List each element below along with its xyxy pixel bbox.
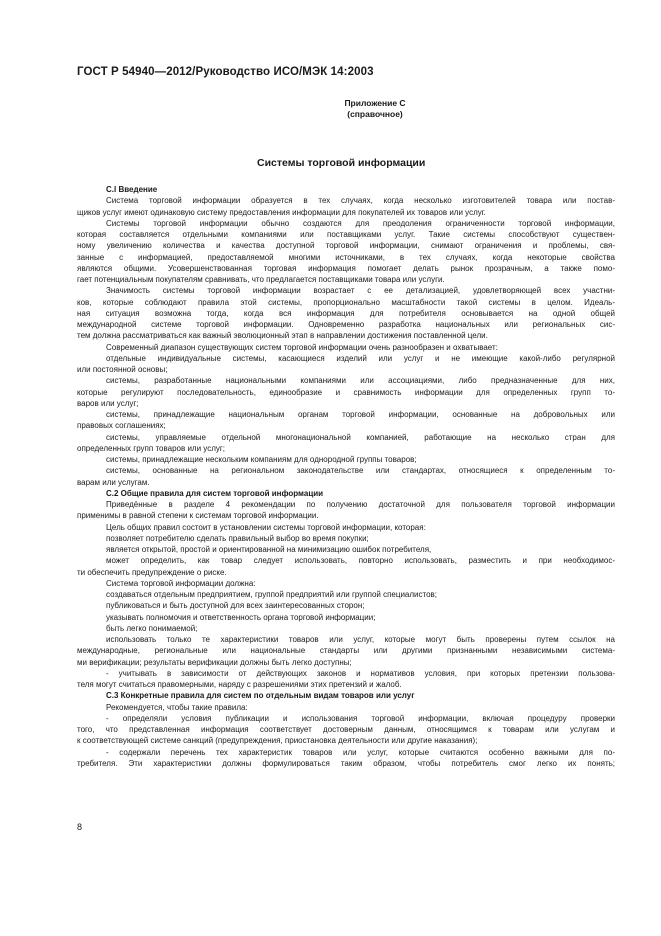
text-line: системы, принадлежащие нескольким компаниям для однородной группы товаров;	[106, 455, 417, 464]
text-line: позволяет потребителю сделать правильный выбор во время покупки;	[106, 533, 369, 543]
text-line: является открытой, простой и ориентированной на минимизацию ошибок потребителя,	[106, 545, 432, 554]
text-line: которые регулируют последовательность, единообразие и сравнимость информации для определенных групп то-	[77, 387, 615, 397]
text-line: теля могут считаться правомерными, наряду с разрешениями этих претензий и жалоб.	[77, 680, 402, 689]
text-line: Современный диапазон существующих систем торговой информации очень разнообразен и охватывает:	[106, 342, 498, 352]
text-line: тем должна рассматриваться как важный эволюционный этап в направлении достижения поставленной цели.	[77, 331, 488, 341]
text-line: публиковаться и быть доступной для всех заинтересованных сторон;	[106, 601, 365, 611]
page-title: Системы торговой информации	[257, 157, 426, 169]
text-line: или постоянной основы;	[77, 365, 168, 374]
text-line: ти обеспечить предупреждение о риске.	[77, 567, 227, 577]
text-line: ная ситуация возможна тогда, когда вся информация для потребителя основывается на одной общей	[77, 308, 615, 318]
section-heading: С.2 Общие правила для систем торговой информации	[106, 488, 324, 498]
text-line: - учитывать в зависимости от действующих законов и нормативов условия, при которых претензии пользова-	[106, 668, 615, 678]
text-line: которая составляется отдельными компаниями или поставщиками услуг. Такие системы способствуют существен-	[77, 230, 615, 239]
body-text	[77, 184, 615, 769]
text-line: может определить, как товар следует использовать, повторно использовать, разместить и при необходимос-	[106, 556, 615, 566]
text-line: Цель общих правил состоит в установлении системы торговой информации, которая:	[106, 522, 426, 532]
text-line: Система торговой информации должна:	[106, 578, 256, 588]
text-line: международной системе торговой информации. Одновременно разработка национальных или региональных сис-	[77, 320, 615, 329]
text-line: являются общими. Усовершенствованная торговая информация помогает делать рынок прозрачным, а также помо-	[77, 263, 615, 273]
text-line: системы, основанные на региональном законодательстве или стандартах, относящиеся к определенным то-	[106, 466, 615, 476]
text-line: варов или услуг;	[77, 398, 139, 408]
text-line: системы, разработанные национальными компаниями или ассоциациями, либо предназначенные для них,	[106, 376, 615, 386]
text-line: создаваться отдельным предприятием, группой предприятий или группой специалистов;	[106, 590, 437, 599]
text-line: Система торговой информации образуется в тех случаях, когда несколько изготовителей товара или постав-	[106, 196, 615, 206]
text-line: системы, управляемые отдельной многонациональной компанией, работающие на несколько стран для	[106, 432, 615, 442]
text-line: международные, региональные или национальные стандарты или другими признанными независимыми система-	[77, 646, 615, 656]
text-line: к соответствующей системе санкций (предупреждения, приостановка деятельности или другие наказания);	[77, 736, 478, 746]
text-line: ков, которые соблюдают правила этой системы, пропорционально масштабности такой системы в целом. Идеаль-	[77, 297, 615, 307]
annex-label: Приложение С	[344, 98, 406, 108]
document-header: ГОСТ Р 54940—2012/Руководство ИСО/МЭК 14:2003	[77, 66, 374, 78]
text-line: применимы в равной степени к системам торговой информации.	[77, 511, 319, 521]
text-line: Приведённые в разделе 4 рекомендации по получению достаточной для пользователя торговой информации	[106, 500, 615, 509]
text-line: указывать полномочия и ответственность органа торговой информации;	[106, 612, 376, 622]
section-heading: С.3 Конкретные правила для систем по отдельным видам товаров или услуг	[106, 691, 415, 701]
text-line: - определяли условия публикации и использования торговой информации, включая процедуру проверки	[106, 713, 615, 723]
text-line: Рекомендуется, чтобы такие правила:	[106, 702, 248, 712]
section-heading: C.l Введение	[106, 185, 158, 194]
text-line: определенных групп товаров или услуг;	[77, 443, 225, 453]
page-number: 8	[77, 822, 83, 832]
text-line: ми верификации; результаты верификации должны быть легко доступны;	[77, 657, 352, 667]
text-line: быть легко понимаемой;	[106, 623, 198, 633]
text-line: того, что представленная информация соответствует достоверным данным, относящимся к товарам или услугам и	[77, 725, 615, 734]
annex-type: (справочное)	[347, 109, 403, 119]
text-line: отдельные индивидуальные системы, касающиеся изделий или услуг и не имеющие какой-либо регулярной	[106, 353, 615, 363]
text-line: ному увеличению количества и качества доступной торговой информации, снимают ограничения и проблемы, свя-	[77, 241, 615, 251]
text-line: щиков услуг имеют одинаковую систему предоставления информации для покупателей их товаров или услуг.	[77, 207, 486, 217]
text-line: Значимость системы торговой информации возрастает с ее детализацией, удовлетворяющей всех участни-	[106, 286, 615, 296]
text-line: гает потенциальным покупателям сравнивать, что предлагается поставщиками товара или услуги.	[77, 275, 445, 284]
text-line: использовать только те характеристики товаров или услуг, которые могут быть проверены путем ссылок на	[106, 635, 615, 644]
text-line: Системы торговой информации обычно создаются для преодоления ограниченности торговой информации,	[106, 218, 615, 228]
text-line: - содержали перечень тех характеристик товаров или услуг, которые считаются особенно важными для по-	[106, 747, 615, 757]
text-line: требителя. Эти характеристики должны формулироваться таким образом, чтобы потребитель смог легко их понять;	[77, 758, 615, 768]
text-line: варам или услугам.	[77, 477, 150, 487]
text-line: системы, принадлежащие национальным органам торговой информации, основанные на добровольных или	[106, 410, 615, 419]
text-line: занные с информацией, предоставляемой многими источниками, в тех случаях, когда некоторые свойства	[77, 252, 615, 262]
text-line: правовых соглашениях;	[77, 421, 166, 431]
